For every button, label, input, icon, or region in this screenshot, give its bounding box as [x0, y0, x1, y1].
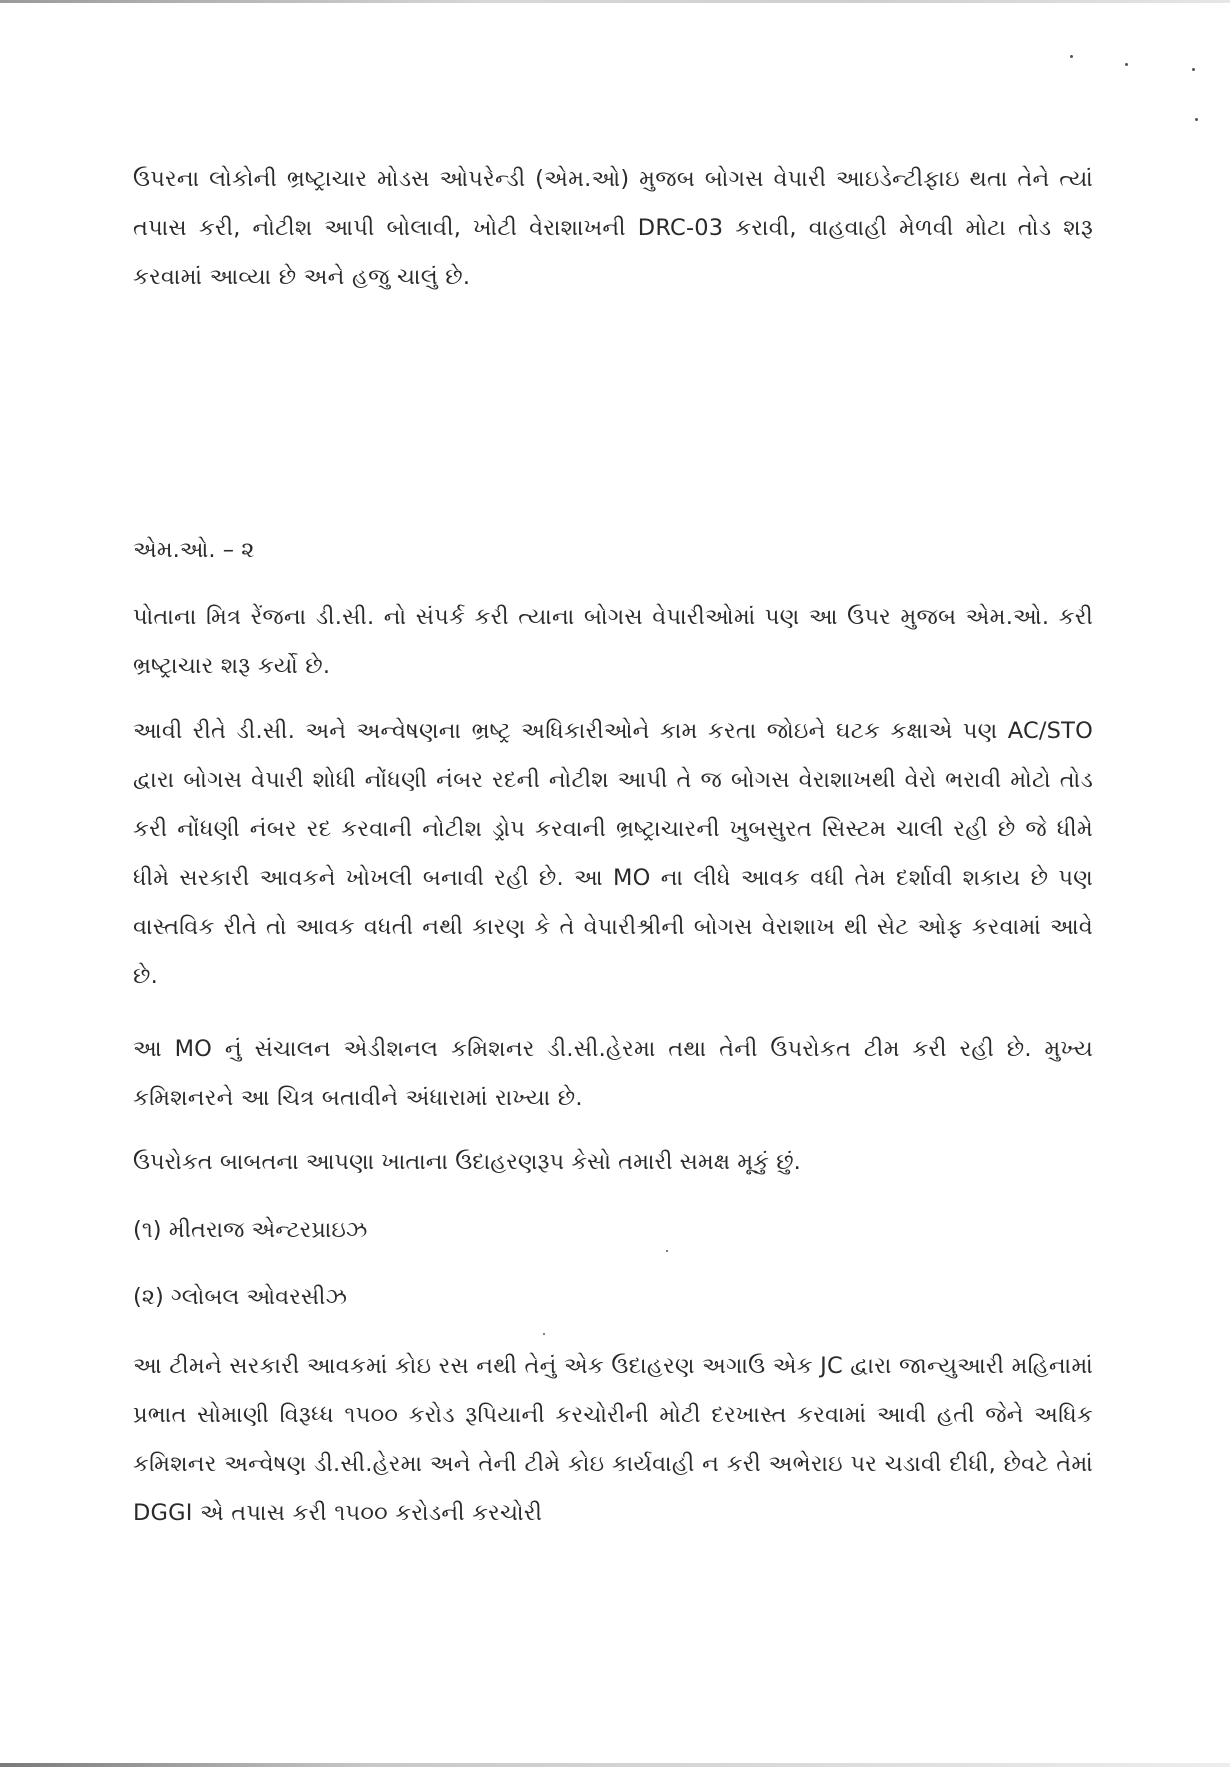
scan-speck	[1125, 63, 1128, 66]
case-item-2: (૨) ગ્લોબલ ઓવરસીઝ	[133, 1284, 347, 1310]
scan-speck	[666, 1250, 668, 1252]
paragraph-operation: આ MO નું સંચાલન એડીશનલ કમિશનર ડી.સી.હેરમા તથા તેની ઉપરોકત ટીમ કરી રહી છે. મુખ્ય કમિશનરને આ ચિત્ર બતાવીને અંધારામાં રાખ્યા છે.	[133, 1036, 1093, 1111]
paragraph-mo2: પોતાના મિત્ર રેંજના ડી.સી. નો સંપર્ક કરી ત્યાના બોગસ વેપારીઓમાં પણ આ ઉપર મુજબ એમ.ઓ. કરી ભ્રષ્ટ્રાચાર શરૂ કર્યો છે.	[133, 604, 1093, 679]
scan-speck	[543, 1333, 545, 1335]
case-item-1: (૧) મીતરાજ એન્ટરપ્રાઇઝ	[133, 1217, 368, 1243]
scan-edge-bottom	[0, 1763, 1230, 1767]
paragraph-cases-intro: ઉપરોકત બાબતના આપણા ખાતાના ઉદાહરણરૂપ કેસો તમારી સમક્ષ મૂકું છું.	[133, 1149, 801, 1175]
paragraph-example: આ ટીમને સરકારી આવકમાં કોઇ રસ નથી તેનું એક ઉદાહરણ અગાઉ એક JC દ્વારા જાન્યુઆરી મહિનામાં પ્રભાત સોમાણી વિરૂધ્ધ ૧૫૦૦ કરોડ રૂપિયાની કરચોરીની મોટી દરખાસ્ત કરવામાં આવી હતી જેને અધિક કમિશનર અન્વેષણ ડી.સી.હેરમા અને તેની ટીમે કોઇ કાર્યવાહી ન કરી અભેરાઇ પર ચડાવી દીધી, છેવટે તેમાં DGGI એ તપાસ કરી ૧૫૦૦ કરોડની કરચોરી	[133, 1353, 1093, 1526]
paragraph-intro: ઉપરના લોકોની ભ્રષ્ટ્રાચાર મોડસ ઓપરેન્ડી (એમ.ઓ) મુજબ બોગસ વેપારી આઇડેન્ટીફાઇ થતા તેને ત્યાં તપાસ કરી, નોટીશ આપી બોલાવી, ખોટી વેરાશાખની DRC-03 કરાવી, વાહવાહી મેળવી મોટા તોડ શરૂ કરવામાં આવ્યા છે અને હજુ ચાલું છે.	[133, 166, 1093, 290]
scan-speck	[1192, 68, 1195, 71]
scan-speck	[1070, 55, 1073, 58]
scan-edge-top	[0, 0, 1230, 3]
scan-speck	[1195, 118, 1198, 121]
section-heading: એમ.ઓ. – ૨	[133, 537, 255, 563]
paragraph-system: આવી રીતે ડી.સી. અને અન્વેષણના ભ્રષ્ટ્ર અધિકારીઓને કામ કરતા જોઇને ઘટક કક્ષાએ પણ AC/STO દ્વારા બોગસ વેપારી શોધી નોંધણી નંબર રદની નોટીશ આપી તે જ બોગસ વેરાશાખથી વેરો ભરાવી મોટો તોડ કરી નોંધણી નંબર રદ કરવાની નોટીશ ડ્રોપ કરવાની ભ્રષ્ટ્રાચારની ખુબસુરત સિસ્ટમ ચાલી રહી છે જે ધીમે ધીમે સરકારી આવકને ખોખલી બનાવી રહી છે. આ MO ના લીધે આવક વધી તેમ દર્શાવી શકાય છે પણ વાસ્તવિક રીતે તો આવક વધતી નથી કારણ કે તે વેપારીશ્રીની બોગસ વેરાશાખ થી સેટ ઓફ કરવામાં આવે છે.	[133, 718, 1093, 989]
